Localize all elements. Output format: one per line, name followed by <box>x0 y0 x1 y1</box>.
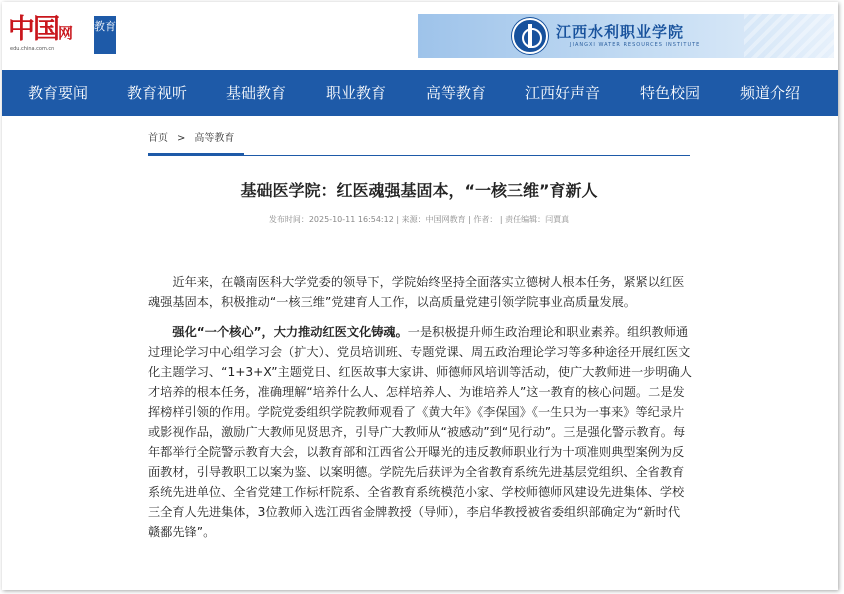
nav-item-about[interactable]: 频道介绍 <box>740 84 801 102</box>
page-frame <box>2 2 838 590</box>
logo-subtext: edu.china.com.cn <box>10 46 55 52</box>
breadcrumb-divider-accent <box>148 153 244 156</box>
nav-item-campus[interactable]: 特色校园 <box>640 84 701 102</box>
school-seal-icon <box>512 18 548 54</box>
site-header <box>2 2 838 68</box>
nav-item-higher-edu[interactable]: 高等教育 <box>426 84 487 102</box>
article-body <box>148 272 692 552</box>
nav-item-basic-edu[interactable]: 基础教育 <box>226 84 287 102</box>
channel-badge[interactable]: 教育 <box>94 16 116 54</box>
banner-title: 江西水利职业学院 <box>556 23 685 41</box>
article-meta: 发布时间：2025-10-11 16:54:12 | 来源：中国网教育 | 作者： | 责任编辑：闫賈真 <box>268 215 570 224</box>
breadcrumb-separator: > <box>177 133 186 144</box>
paragraph-text: 一是积极提升师生政治理论和职业素养。组织教师通过理论学习中心组学习会（扩大）、党员培训班、专题党课、周五政治理论学习等多种途径开展红医文化主题学习、“1+3+X”主题党日、红医故事大家讲、师德师风培训等活动，使广大教师进一步明确人才培养的根本任务，准确理解“培养什么人、怎样培养人、为谁培养人”这一教育的核心问题。二是发挥榜样引领的作用。学院党委组织学院教师观看了《黄大年》《李保国》《一生只为一事来》等纪录片或影视作品，激励广大教师见贤思齐，引导广大教师从“被感动”到“见行动”。三是强化警示教育。每年都举行全院警示教育大会，以教育部和江西省公开曝光的违反教师职业行为十项准则典型案例为反面教材，引导教职工以案为鉴、以案明德。学院先后获评为全省教育系统先进基层党组织、全省教育系统先进单位、全省党建工作标杆院系、全省教育系统模范小家、学校师德师风建设先进集体、学校三全育人先进集体，3位教师入选江西省金牌教授（导师），李启华教授被省委组织部确定为“新时代赣鄱先锋”。 <box>148 325 692 539</box>
nav-item-video[interactable]: 教育视听 <box>127 84 188 102</box>
paragraph-lead-bold: 强化“一个核心”，大力推动红医文化铸魂。 <box>172 325 408 339</box>
breadcrumb-home-link[interactable]: 首页 <box>148 133 168 144</box>
breadcrumb-current-link[interactable]: 高等教育 <box>194 133 235 144</box>
nav-item-news[interactable]: 教育要闻 <box>28 84 89 102</box>
logo-main-text: 中国 <box>8 14 58 45</box>
article-title: 基础医学院：红医魂强基固本，“一核三维”育新人 <box>240 181 598 200</box>
banner-subtitle: JIANGXI WATER RESOURCES INSTITUTE <box>570 42 701 48</box>
nav-item-vocational-edu[interactable]: 职业教育 <box>326 84 387 102</box>
breadcrumb <box>148 129 234 144</box>
main-nav <box>2 70 838 116</box>
logo-small-text: 网 <box>58 24 74 42</box>
nav-item-jiangxi-voice[interactable]: 江西好声音 <box>525 84 601 102</box>
school-banner-ad[interactable] <box>418 14 834 58</box>
china-com-cn-logo[interactable] <box>8 14 90 54</box>
article-paragraph <box>148 322 692 542</box>
article-paragraph: 近年来，在赣南医科大学党委的领导下，学院始终坚持全面落实立德树人根本任务，紧紧以红医魂强基固本，积极推动“一核三维”党建育人工作，以高质量党建引领学院事业高质量发展。 <box>148 275 685 309</box>
